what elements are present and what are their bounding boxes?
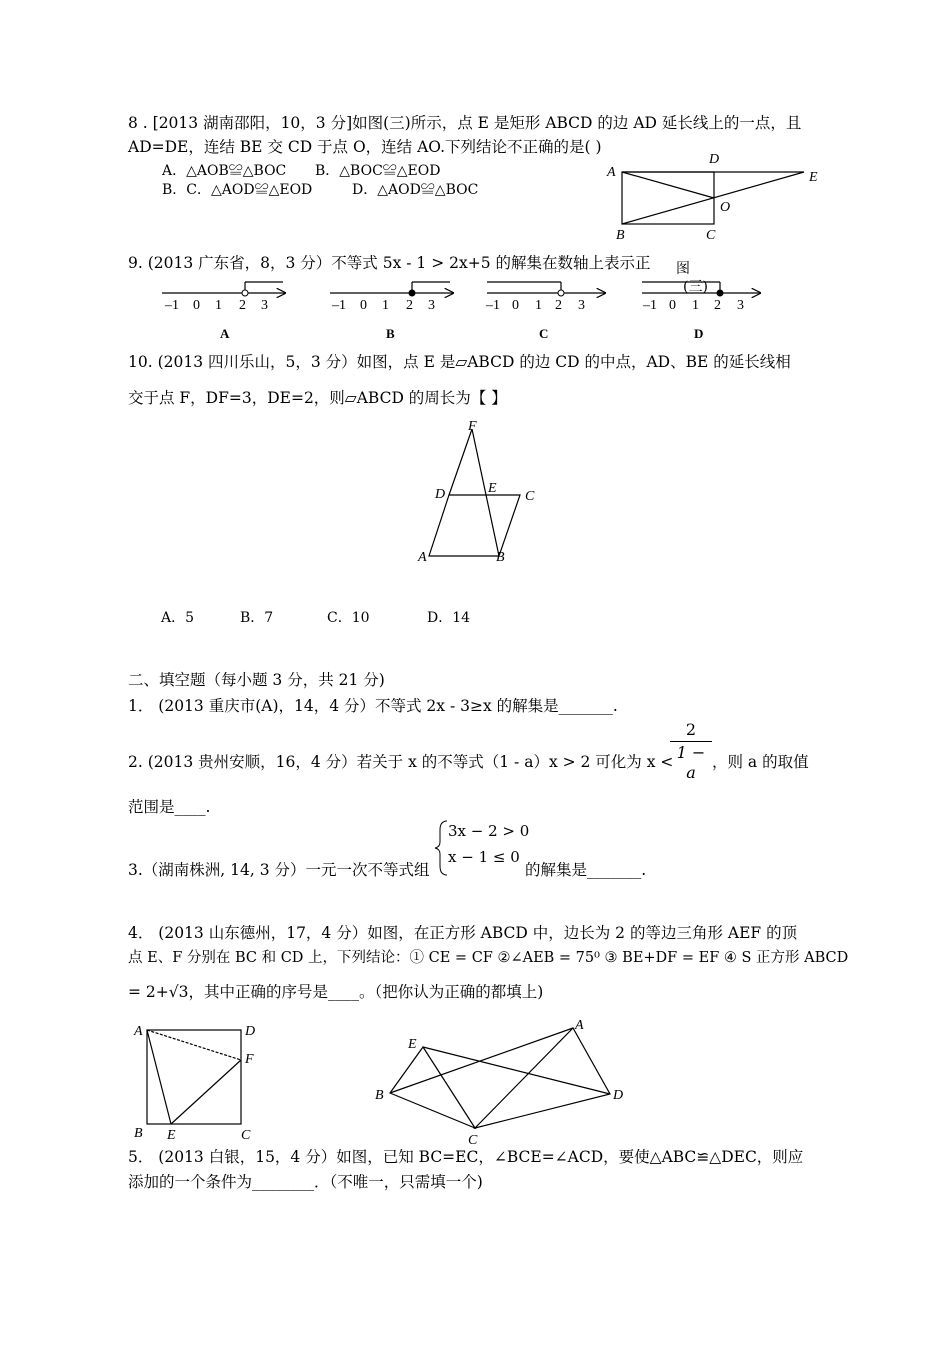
open-point-c xyxy=(558,290,564,296)
label-c: C xyxy=(241,1128,251,1143)
tick-b-2: 0 xyxy=(360,298,367,313)
q8-option-d: D．△AOD≌△BOC xyxy=(352,182,479,198)
label-c: C xyxy=(468,1133,478,1148)
label-e: E xyxy=(488,481,497,496)
fill-q4-line1: 4． (2013 山东德州，17，4 分）如图，在正方形 ABCD 中，边长为 2 的等边三角形 AEF 的顶 xyxy=(128,924,798,942)
label-d: D xyxy=(709,152,720,167)
q10-option-b: B．7 xyxy=(240,610,274,626)
q2-numerator: 2 xyxy=(685,720,697,739)
line-df xyxy=(449,429,472,495)
q2-denominator: 1 − a xyxy=(676,743,706,782)
label-d: D xyxy=(613,1088,624,1103)
label-d: D xyxy=(245,1024,256,1039)
tick-d-2: 0 xyxy=(669,298,676,313)
q8-option-b: B．△BOC≌△EOD xyxy=(315,163,441,179)
label-f: F xyxy=(245,1052,254,1067)
q3-inequality-2: x − 1 ≤ 0 xyxy=(448,848,520,866)
tick-b-1: –1 xyxy=(332,298,346,313)
label-c: C xyxy=(525,489,535,504)
q8-rectangle-figure xyxy=(600,148,840,248)
line-ae xyxy=(147,1030,171,1124)
q8-option-a: A．△AOB≌△BOC xyxy=(162,163,287,179)
q8-caption-2: (三) xyxy=(683,279,708,295)
tick-d-1: –1 xyxy=(643,298,657,313)
label-e: E xyxy=(408,1037,417,1052)
tick-a-5: 3 xyxy=(261,298,268,313)
label-a: A xyxy=(575,1018,584,1033)
q2-fraction xyxy=(670,720,712,783)
q8-line1: 8 . [2013 湖南邵阳，10，3 分]如图(三)所示，点 E 是矩形 ABCD 的边 AD 延长线上的一点，且 xyxy=(128,114,802,132)
fill-q3-after: 的解集是_______. xyxy=(525,861,647,879)
q5-triangles-figure xyxy=(370,1015,630,1150)
fill-q1: 1． (2013 重庆市(A)，14，4 分）不等式 2x - 3≥x 的解集是_______. xyxy=(128,697,618,715)
label-d: D xyxy=(435,487,446,502)
label-c: C xyxy=(706,228,716,243)
fill-q3-before: 3.（湖南株洲, 14, 3 分）一元一次不等式组 xyxy=(128,861,430,879)
closed-point-b xyxy=(409,290,415,296)
q10-line2: 交于点 F，DF=3，DE=2，则▱ABCD 的周长为【 】 xyxy=(128,389,507,407)
label-e: E xyxy=(809,170,818,185)
q8-line2: AD=DE，连结 BE 交 CD 于点 O，连结 AO.下列结论不正确的是( ) xyxy=(128,138,602,156)
fill-q5-line1: 5． (2013 白银，15，4 分）如图，已知 BC=EC，∠BCE=∠ACD，要使△ABC≌△DEC，则应 xyxy=(128,1148,804,1166)
q10-option-c: C．10 xyxy=(327,610,370,626)
tick-a-1: –1 xyxy=(165,298,179,313)
label-a: A xyxy=(134,1024,143,1039)
tick-a-3: 1 xyxy=(215,298,222,313)
fill-q2-after: ，则 a 的取值 xyxy=(712,753,809,771)
q10-parallelogram-figure xyxy=(410,418,550,568)
q3-system xyxy=(448,818,529,870)
fill-q4-line2: 点 E、F 分别在 BC 和 CD 上，下列结论：① CE = CF ②∠AEB = 75⁰ ③ BE+DF = EF ④ S 正方形 ABCD xyxy=(128,950,849,966)
tick-d-3: 1 xyxy=(692,298,699,313)
tick-b-5: 3 xyxy=(428,298,435,313)
line-ef xyxy=(171,1060,241,1124)
tick-d-5: 3 xyxy=(737,298,744,313)
label-b: B xyxy=(616,228,625,243)
fill-q5-line2: 添加的一个条件为________．（不唯一，只需填一个) xyxy=(128,1173,483,1191)
q4-square-figure xyxy=(128,1018,268,1143)
tick-b-4: 2 xyxy=(406,298,413,313)
choice-label-a: A xyxy=(220,326,230,341)
tick-c-2: 0 xyxy=(512,298,519,313)
triangle-bce xyxy=(390,1047,475,1128)
tick-a-2: 0 xyxy=(193,298,200,313)
tick-c-3: 1 xyxy=(535,298,542,313)
q9-number-lines xyxy=(150,278,770,348)
open-point-a xyxy=(242,290,248,296)
q10-option-d: D．14 xyxy=(427,610,471,626)
line-ao xyxy=(622,172,714,198)
q10-line1: 10. (2013 四川乐山，5，3 分）如图，点 E 是▱ABCD 的边 CD 的中点，AD、BE 的延长线相 xyxy=(128,353,791,371)
section-heading: 二、填空题（每小题 3 分，共 21 分) xyxy=(128,671,385,689)
square-abcd xyxy=(147,1030,241,1124)
parallelogram-abcd xyxy=(429,495,520,556)
q3-inequality-1: 3x − 2 > 0 xyxy=(448,822,530,840)
rectangle-abcd xyxy=(622,172,714,224)
label-e: E xyxy=(167,1128,176,1143)
label-f: F xyxy=(468,419,477,434)
fill-q2-line2: 范围是____. xyxy=(128,798,211,816)
choice-label-d: D xyxy=(694,326,704,341)
choice-label-c: C xyxy=(539,326,549,341)
label-a: A xyxy=(418,550,427,565)
q8-option-c: B．C．△AOD≌△EOD xyxy=(162,182,313,198)
label-b: B xyxy=(134,1126,143,1141)
tick-d-4: 2 xyxy=(714,298,721,313)
tick-c-4: 2 xyxy=(555,298,562,313)
tick-c-5: 3 xyxy=(578,298,585,313)
label-a: A xyxy=(607,165,616,180)
tick-c-1: –1 xyxy=(486,298,500,313)
q9-text: 9. (2013 广东省，8，3 分）不等式 5x - 1 > 2x+5 的解集在数轴上表示正 xyxy=(128,254,651,272)
line-ba xyxy=(390,1028,573,1093)
fill-q4-line3: = 2+√3，其中正确的序号是____。（把你认为正确的都填上) xyxy=(128,983,544,1001)
triangle-acd xyxy=(475,1028,610,1128)
fill-q2-before: 2. (2013 贵州安顺，16，4 分）若关于 x 的不等式（1 - a）x > 2 可化为 x < xyxy=(128,753,674,771)
closed-point-d xyxy=(717,290,723,296)
q8-caption-1: 图 xyxy=(676,261,690,277)
label-b: B xyxy=(375,1088,384,1103)
line-ed xyxy=(423,1047,610,1094)
tick-a-4: 2 xyxy=(239,298,246,313)
label-o: O xyxy=(720,200,731,215)
choice-label-b: B xyxy=(386,326,395,341)
tick-b-3: 1 xyxy=(382,298,389,313)
q10-option-a: A．5 xyxy=(161,610,195,626)
label-b: B xyxy=(496,550,505,565)
line-af xyxy=(147,1030,241,1060)
